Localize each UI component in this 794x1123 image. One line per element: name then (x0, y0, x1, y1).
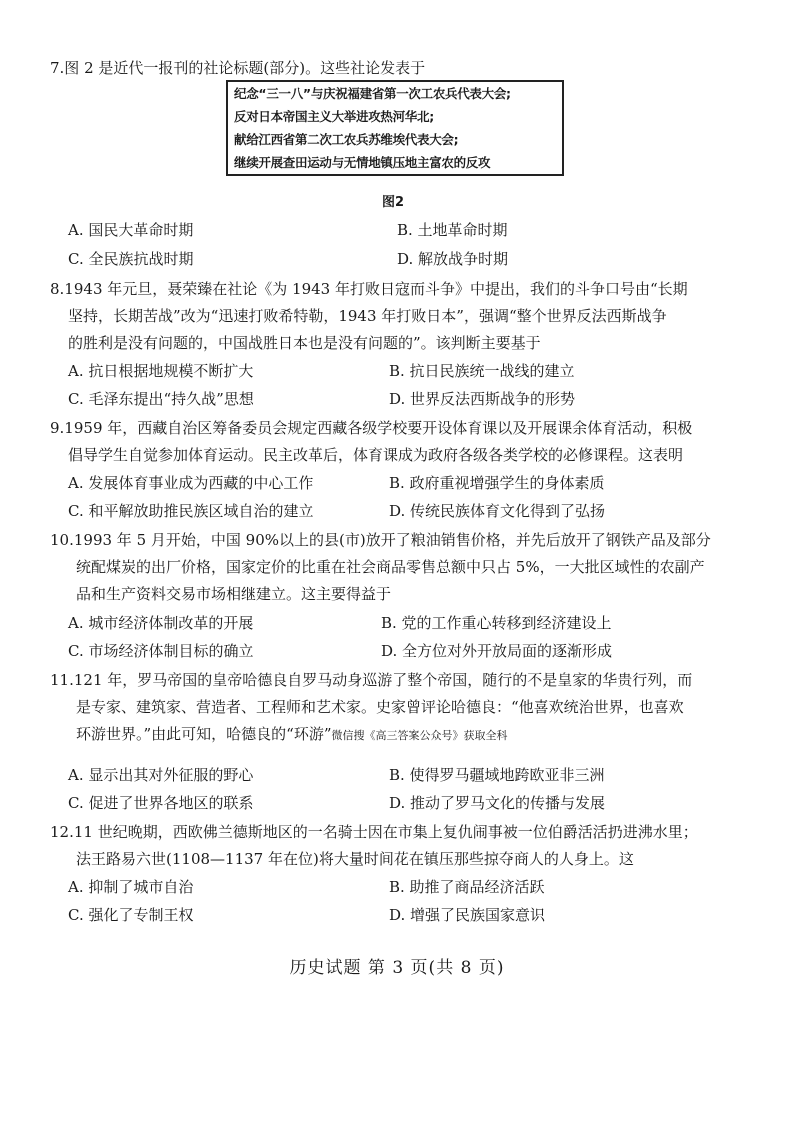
q7-option-b: B. 土地革命时期 (397, 221, 508, 239)
q12-option-c: C. 强化了专制王权 (68, 906, 194, 924)
q8-option-c: C. 毛泽东提出“持久战”思想 (68, 390, 254, 408)
q9-option-a: A. 发展体育事业成为西藏的中心工作 (68, 474, 314, 492)
q11-line-3-text: 环游世界。”由此可知，哈德良的“环游” (76, 725, 332, 743)
q10-option-b: B. 党的工作重心转移到经济建设上 (381, 614, 612, 632)
headline-4: 继续开展查田运动与无情地镇压地主富农的反攻 (234, 155, 491, 170)
q11-line-2: 是专家、建筑家、营造者、工程师和艺术家。史家曾评论哈德良：“他喜欢统治世界，也喜欢 (76, 698, 684, 716)
headline-1: 纪念“三一八”与庆祝福建省第一次工农兵代表大会; (234, 86, 511, 101)
q9-option-d: D. 传统民族体育文化得到了弘扬 (389, 502, 606, 520)
q10-line-2: 统配煤炭的出厂价格，国家定价的比重在社会商品零售总额中只占 5%，一大批区域性的农副产 (76, 558, 705, 576)
q12-line-1: 12.11 世纪晚期，西欧佛兰德斯地区的一名骑士因在市集上复仇闹事被一位伯爵活活扔进沸水里； (50, 823, 698, 841)
q12-option-b: B. 助推了商品经济活跃 (389, 878, 545, 896)
q8-option-b: B. 抗日民族统一战线的建立 (389, 362, 575, 380)
q9-line-2: 倡导学生自觉参加体育运动。民主改革后，体育课成为政府各级各类学校的必修课程。这表明 (68, 446, 684, 464)
q10-option-d: D. 全方位对外开放局面的逐渐形成 (381, 642, 613, 660)
q11-line-3 (76, 724, 508, 746)
q11-option-d: D. 推动了罗马文化的传播与发展 (389, 794, 606, 812)
q8-line-3: 的胜利是没有问题的，中国战胜日本也是没有问题的”。该判断主要基于 (68, 334, 541, 352)
figure-caption: 图2 (382, 195, 405, 210)
q10-option-a: A. 城市经济体制改革的开展 (68, 614, 254, 632)
q10-line-1: 10.1993 年 5 月开始，中国 90%以上的县(市)放开了粮油销售价格，并先后放开了钢铁产品及部分 (50, 531, 711, 549)
q11-option-b: B. 使得罗马疆域地跨欧亚非三洲 (389, 766, 605, 784)
q7-stem: 7.图 2 是近代一报刊的社论标题(部分)。这些社论发表于 (50, 59, 426, 77)
q7-option-d: D. 解放战争时期 (397, 250, 509, 268)
q11-watermark-note: 微信搜《高三答案公众号》获取全科 (331, 729, 508, 742)
q8-line-1: 8.1943 年元旦，聂荣臻在社论《为 1943 年打败日寇而斗争》中提出，我们的斗争口号由“长期 (50, 280, 688, 298)
q12-option-d: D. 增强了民族国家意识 (389, 906, 546, 924)
q10-option-c: C. 市场经济体制目标的确立 (68, 642, 254, 660)
q8-option-a: A. 抗日根据地规模不断扩大 (68, 362, 254, 380)
page-footer: 历史试题 第 3 页(共 8 页) (289, 958, 505, 978)
q11-option-c: C. 促进了世界各地区的联系 (68, 794, 254, 812)
q12-option-a: A. 抑制了城市自治 (68, 878, 194, 896)
q9-option-c: C. 和平解放助推民族区域自治的建立 (68, 502, 314, 520)
q10-line-3: 品和生产资料交易市场相继建立。这主要得益于 (76, 585, 392, 603)
q12-line-2: 法王路易六世(1108—1137 年在位)将大量时间花在镇压那些掠夺商人的人身上。这 (76, 850, 634, 868)
q7-option-c: C. 全民族抗战时期 (68, 250, 194, 268)
headline-2: 反对日本帝国主义大举进攻热河华北; (234, 109, 434, 124)
headline-3: 献给江西省第二次工农兵苏维埃代表大会; (234, 132, 459, 147)
q7-option-a: A. 国民大革命时期 (68, 221, 194, 239)
editorial-headlines-figure (226, 80, 564, 176)
q9-line-1: 9.1959 年，西藏自治区筹备委员会规定西藏各级学校要开设体育课以及开展课余体育活动，积极 (50, 419, 693, 437)
q8-line-2: 坚持，长期苦战”改为“迅速打败希特勒，1943 年打败日本”，强调“整个世界反法西斯战争 (68, 307, 667, 325)
q11-option-a: A. 显示出其对外征服的野心 (68, 766, 254, 784)
q11-line-1: 11.121 年，罗马帝国的皇帝哈德良自罗马动身巡游了整个帝国，随行的不是皇家的华贵行列，而 (50, 671, 693, 689)
q8-option-d: D. 世界反法西斯战争的形势 (389, 390, 576, 408)
q9-option-b: B. 政府重视增强学生的身体素质 (389, 474, 605, 492)
